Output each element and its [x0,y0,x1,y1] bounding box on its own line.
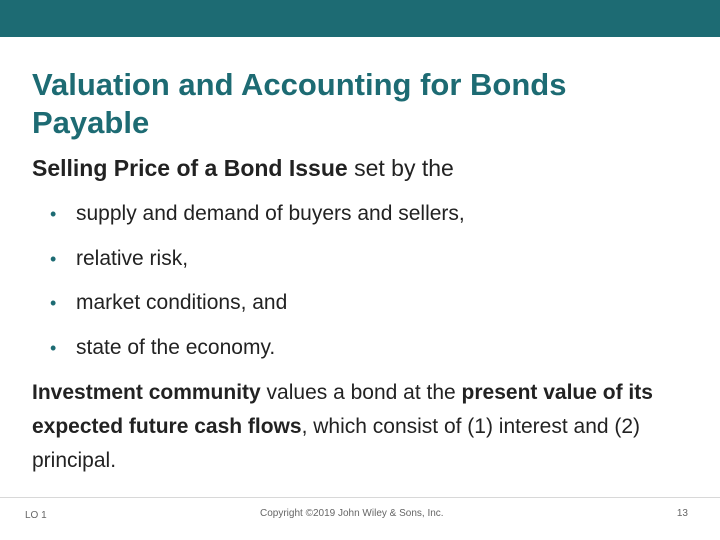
bullet-icon: • [50,204,57,224]
page-number: 13 [676,508,688,519]
bullet-text: market conditions, and [76,291,288,315]
lead-bold: Selling Price of a Bond Issue [32,155,348,181]
list-item [50,286,465,331]
bullet-text: state of the economy. [76,335,276,359]
bullet-icon: • [50,248,57,269]
lead-rest: set by the [347,155,454,181]
slide-title [32,66,682,142]
list-item [50,242,465,287]
slide-title-line-1: Valuation and Accounting for Bonds [32,67,567,102]
para-bold-2: present value of its expected future cash flows [32,381,653,438]
learning-objective-label: LO 1 [25,510,47,521]
body-paragraph [32,376,692,478]
para-bold-1: Investment community [32,381,261,404]
bullet-icon: • [50,293,57,314]
list-item [50,331,465,376]
slide-title-line-2: Payable [32,105,150,140]
para-text-1: values a bond at the [260,381,462,404]
lead-sentence [32,152,692,184]
bullet-icon: • [50,337,57,358]
para-text-2: , which consist of (1) interest and (2) principal. [32,415,641,472]
header-bar [0,0,720,37]
footer-divider [0,497,720,498]
list-item [50,197,465,242]
bullet-text: relative risk, [76,246,189,270]
copyright-notice: Copyright ©2019 John Wiley & Sons, Inc. [260,508,444,519]
bullet-text: supply and demand of buyers and sellers, [76,202,465,225]
bullet-list [50,197,465,375]
